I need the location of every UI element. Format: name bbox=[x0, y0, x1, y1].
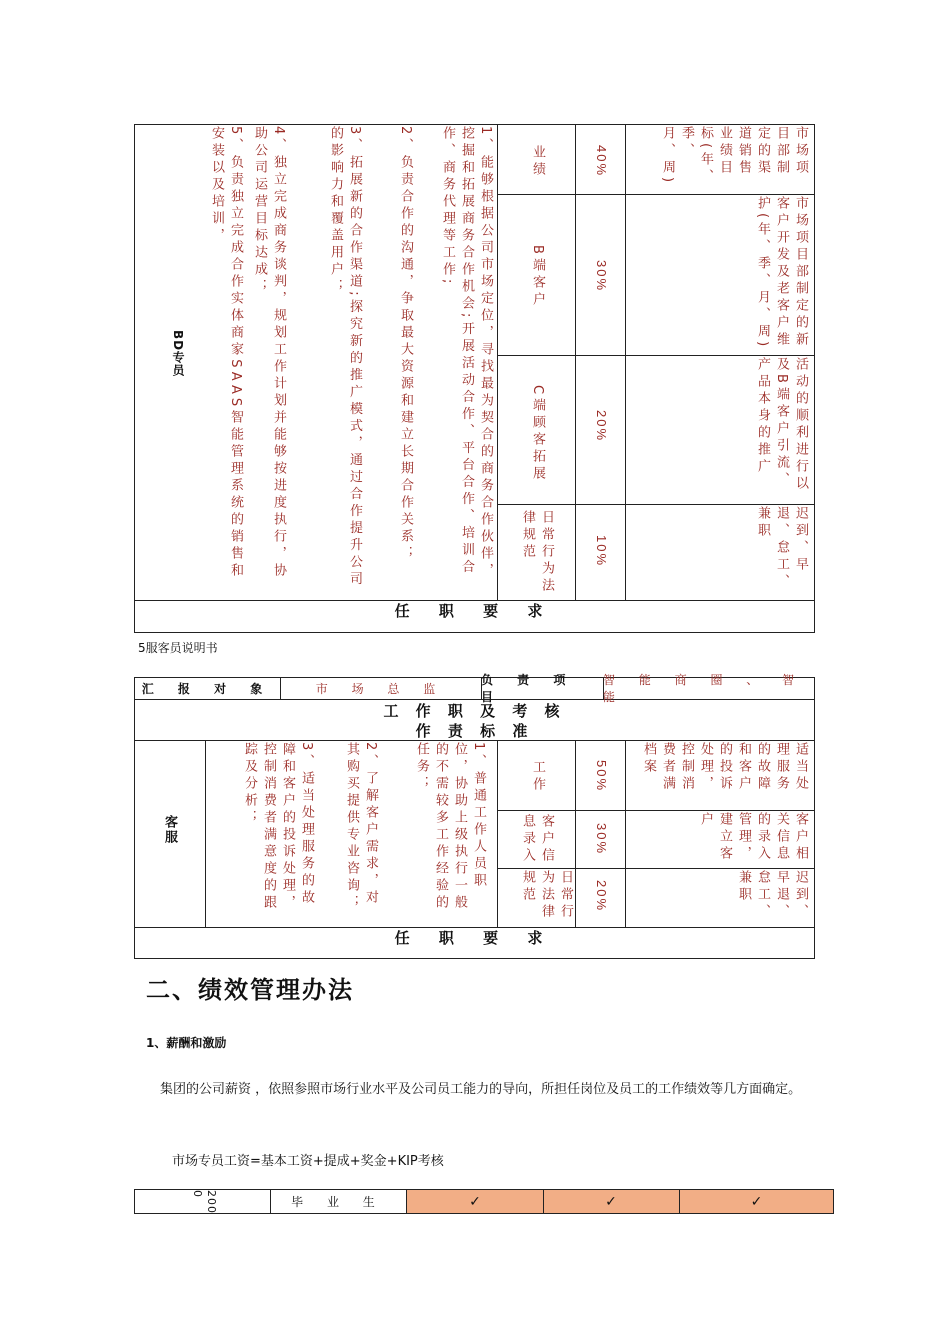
duty-item: 2、负责合作的沟通，争取最大资源和建立长期合作关系； bbox=[398, 126, 413, 564]
kpi-description: 迟到、早退、怠工、兼职 bbox=[755, 506, 808, 591]
kpi-weight: 30% bbox=[594, 823, 609, 856]
kpi-weight: 30% bbox=[594, 260, 609, 293]
section-header-line2: 作 责 标 准 bbox=[415, 721, 534, 740]
kpi-name: 工作 bbox=[530, 760, 545, 794]
section-header-line1: 工 作 职 及 考 核 bbox=[383, 701, 566, 720]
responsible-label: 负 责 项 目 bbox=[481, 673, 576, 704]
duty-item: 2、了解客户需求，对其购买提供专业咨询； bbox=[344, 742, 378, 912]
kpi-weight: 20% bbox=[594, 880, 609, 913]
check-mark: ✓ bbox=[750, 1193, 763, 1210]
kpi-description: 客户相关信息的录入管理，建立客户 bbox=[698, 812, 808, 863]
requirements-label: 任 职 要 求 bbox=[394, 601, 555, 620]
salary-formula: 市场专员工资=基本工资+提成+奖金+KIP考核 bbox=[172, 1154, 444, 1169]
kpi-name: 日常行为法律规范 bbox=[520, 510, 554, 595]
subsection-heading: 1、薪酬和激励 bbox=[146, 1036, 227, 1050]
duty-item: 1、能够根据公司市场定位，寻找最为契合的商务合作伙伴，挖掘和拓展商务合作机会;开展活动合作、平台合作、培训合作、商务代理等工作; bbox=[440, 126, 493, 581]
kpi-name: 业绩 bbox=[530, 145, 545, 179]
year-cell: 200 0 bbox=[191, 1190, 218, 1214]
report-to-label: 汇 报 对 象 bbox=[141, 681, 273, 696]
duty-item: 1、普通工作人员职位，协助上级执行一般的不需较多工作经验的任务； bbox=[414, 742, 486, 912]
kpi-description: 市场项目部制定的新客户开发及老客户维护(年、季、月、周) bbox=[755, 196, 808, 351]
check-mark: ✓ bbox=[469, 1193, 481, 1210]
kpi-name: 客户信息录入 bbox=[520, 814, 554, 865]
kpi-description: 活动的顺利进行以及B端客户引流、产品本身的推广 bbox=[755, 357, 808, 493]
kpi-name: 日常行为法律规范 bbox=[520, 870, 573, 921]
kpi-weight: 20% bbox=[594, 410, 609, 443]
section-caption: 5服客员说明书 bbox=[138, 641, 218, 655]
duty-item: 4、独立完成商务谈判，规划工作计划并能够按进度执行，协助公司运营目标达成； bbox=[252, 126, 286, 581]
section-heading: 二、绩效管理办法 bbox=[146, 976, 354, 1004]
report-to-value: 市 场 总 监 bbox=[315, 681, 446, 696]
check-mark: ✓ bbox=[605, 1193, 617, 1210]
duty-item: 3、拓展新的合作渠道;探究新的推广模式，通过合作提升公司的影响力和覆盖用户； bbox=[328, 126, 362, 589]
kpi-name: C端顾客拓展 bbox=[530, 385, 545, 484]
kpi-description: 迟到、早退、怠工、兼职 bbox=[736, 870, 808, 921]
duty-item: 5、负责独立完成合作实体商家SAAS智能管理系统的销售和安装以及培训， bbox=[209, 126, 243, 581]
kpi-description: 适当处理服务的故障和客户的投诉处理，控制消费者满档案 bbox=[641, 742, 808, 793]
kpi-weight: 50% bbox=[594, 760, 609, 793]
body-paragraph: 集团的公司薪资 ，依照参照市场行业水平及公司员工能力的导向，所担任岗位及员工的工作绩效等几方面确定。 bbox=[160, 1082, 802, 1097]
kpi-description: 市场项目部制定的渠道销售业绩目标(年、季、月、周) bbox=[660, 126, 808, 187]
role-label: BD专员 bbox=[171, 330, 185, 378]
kpi-name: B端客户 bbox=[530, 245, 545, 309]
responsible-value: 智 能 商 圈 、 智 能 bbox=[603, 673, 805, 704]
requirements-label: 任 职 要 求 bbox=[394, 928, 555, 947]
role-label: 客服 bbox=[162, 815, 177, 845]
graduate-cell: 毕 业 生 bbox=[291, 1195, 385, 1209]
kpi-weight: 10% bbox=[594, 535, 609, 568]
duty-item: 3、适当处理服务的故障和客户的投诉处理，控制消费者满意度的跟踪及分析； bbox=[242, 742, 314, 912]
kpi-weight: 40% bbox=[594, 145, 609, 178]
